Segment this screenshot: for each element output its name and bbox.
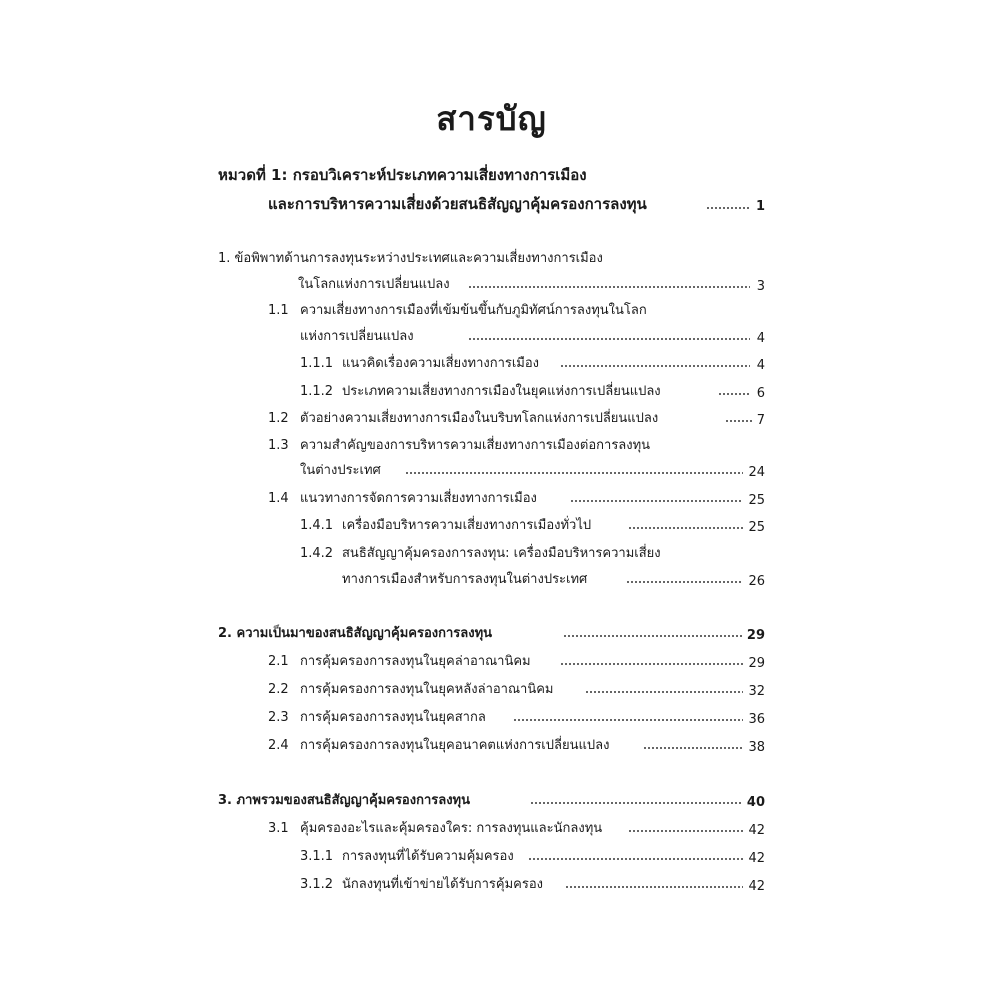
- page-number: 42: [748, 851, 765, 866]
- page-number: 32: [748, 684, 765, 699]
- dot-leader: [570, 499, 743, 503]
- dot-leader: [560, 364, 750, 368]
- dot-leader: [405, 471, 743, 475]
- dot-leader: [468, 285, 750, 289]
- subsection-number: 1.1: [268, 303, 289, 318]
- subsection-title-line2: ในต่างประเทศ: [300, 463, 381, 478]
- section-number: 1.: [218, 251, 231, 266]
- subsection-number: 3.1.1: [300, 849, 334, 864]
- section-title-line1: ข้อพิพาทด้านการลงทุนระหว่างประเทศและความเสี่ยงทางการเมือง: [234, 251, 603, 266]
- subsection-title: แนวคิดเรื่องความเสี่ยงทางการเมือง: [342, 356, 540, 371]
- subsection-number: 2.3: [268, 710, 289, 725]
- page-number: 4: [756, 331, 765, 346]
- page-number: 42: [748, 823, 765, 838]
- page-number: 26: [748, 574, 765, 589]
- subsection-number: 1.2: [268, 411, 289, 426]
- subsection-title: การคุ้มครองการลงทุนในยุคสากล: [300, 710, 486, 725]
- subsection-title: ตัวอย่างความเสี่ยงทางการเมืองในบริบทโลกแห่งการเปลี่ยนแปลง: [300, 411, 659, 426]
- section-3-heading: [218, 792, 470, 810]
- section-title: ภาพรวมของสนธิสัญญาคุ้มครองการลงทุน: [236, 793, 471, 808]
- page-number: 42: [748, 879, 765, 894]
- subsection-title-line1: ความสำคัญของการบริหารความเสี่ยงทางการเมืองต่อการลงทุน: [300, 438, 651, 453]
- subsection-title: แนวทางการจัดการความเสี่ยงทางการเมือง: [300, 491, 537, 506]
- subsection-number: 1.1.1: [300, 356, 334, 371]
- page-number: 29: [746, 628, 765, 643]
- dot-leader: [528, 857, 743, 861]
- subsection-title: เครื่องมือบริหารความเสี่ยงทางการเมืองทั่วไป: [342, 518, 592, 533]
- page-number: 7: [756, 413, 765, 428]
- page-number: 24: [748, 465, 765, 480]
- section-number: 2.: [218, 626, 232, 641]
- subsection-number: 2.1: [268, 654, 289, 669]
- section-1-heading: [218, 250, 603, 268]
- page-number: 25: [748, 493, 765, 508]
- page-number: 29: [748, 656, 765, 671]
- toc-title: สารบัญ: [436, 99, 547, 138]
- page-number: 4: [756, 358, 765, 373]
- subsection-title: การคุ้มครองการลงทุนในยุคล่าอาณานิคม: [300, 654, 531, 669]
- dot-leader: [563, 634, 743, 638]
- dot-leader: [530, 801, 743, 805]
- page-number: 36: [748, 712, 765, 727]
- subsection-number: 2.4: [268, 738, 289, 753]
- page-number: 40: [746, 795, 765, 810]
- dot-leader: [560, 662, 743, 666]
- subsection-number: 1.1.2: [300, 384, 334, 399]
- section-title: ความเป็นมาของสนธิสัญญาคุ้มครองการลงทุน: [236, 626, 493, 641]
- subsection-number: 1.4.2: [300, 546, 334, 561]
- page-number: 38: [748, 740, 765, 755]
- page-number: 3: [756, 279, 765, 294]
- section-number: 3.: [218, 793, 232, 808]
- subsection-number: 3.1: [268, 821, 289, 836]
- page-number: 6: [756, 386, 765, 401]
- subsection-title-line2: แห่งการเปลี่ยนแปลง: [300, 329, 414, 344]
- subsection-number: 2.2: [268, 682, 289, 697]
- subsection-title: ประเภทความเสี่ยงทางการเมืองในยุคแห่งการเปลี่ยนแปลง: [342, 384, 661, 399]
- subsection-number: 1.3: [268, 438, 289, 453]
- chapter-heading-line2: และการบริหารความเสี่ยงด้วยสนธิสัญญาคุ้มครองการลงทุน: [268, 195, 647, 213]
- section-2-heading: [218, 625, 492, 643]
- dot-leader: [468, 337, 750, 341]
- dot-leader: [585, 690, 743, 694]
- subsection-number: 3.1.2: [300, 877, 334, 892]
- subsection-number: 1.4.1: [300, 518, 334, 533]
- subsection-title-line1: ความเสี่ยงทางการเมืองที่เข้มข้นขึ้นกับภูมิทัศน์การลงทุนในโลก: [300, 303, 647, 318]
- chapter-heading-line1: หมวดที่ 1: กรอบวิเคราะห์ประเภทความเสี่ยงทางการเมือง: [218, 166, 587, 184]
- page-number: 1: [755, 199, 765, 214]
- subsection-title-line1: สนธิสัญญาคุ้มครองการลงทุน: เครื่องมือบริหารความเสี่ยง: [342, 546, 661, 561]
- subsection-title-line2: ทางการเมืองสำหรับการลงทุนในต่างประเทศ: [342, 572, 588, 587]
- dot-leader: [513, 718, 743, 722]
- subsection-title: การลงทุนที่ได้รับความคุ้มครอง: [342, 849, 514, 864]
- subsection-title: นักลงทุนที่เข้าข่ายได้รับการคุ้มครอง: [342, 877, 543, 892]
- subsection-title: คุ้มครองอะไรและคุ้มครองใคร: การลงทุนและนักลงทุน: [300, 821, 603, 836]
- subsection-number: 1.4: [268, 491, 289, 506]
- subsection-title: การคุ้มครองการลงทุนในยุคหลังล่าอาณานิคม: [300, 682, 554, 697]
- dot-leader: [565, 885, 743, 889]
- subsection-title: การคุ้มครองการลงทุนในยุคอนาคตแห่งการเปลี่ยนแปลง: [300, 738, 610, 753]
- section-title-line2: ในโลกแห่งการเปลี่ยนแปลง: [298, 277, 450, 292]
- page-number: 25: [748, 520, 765, 535]
